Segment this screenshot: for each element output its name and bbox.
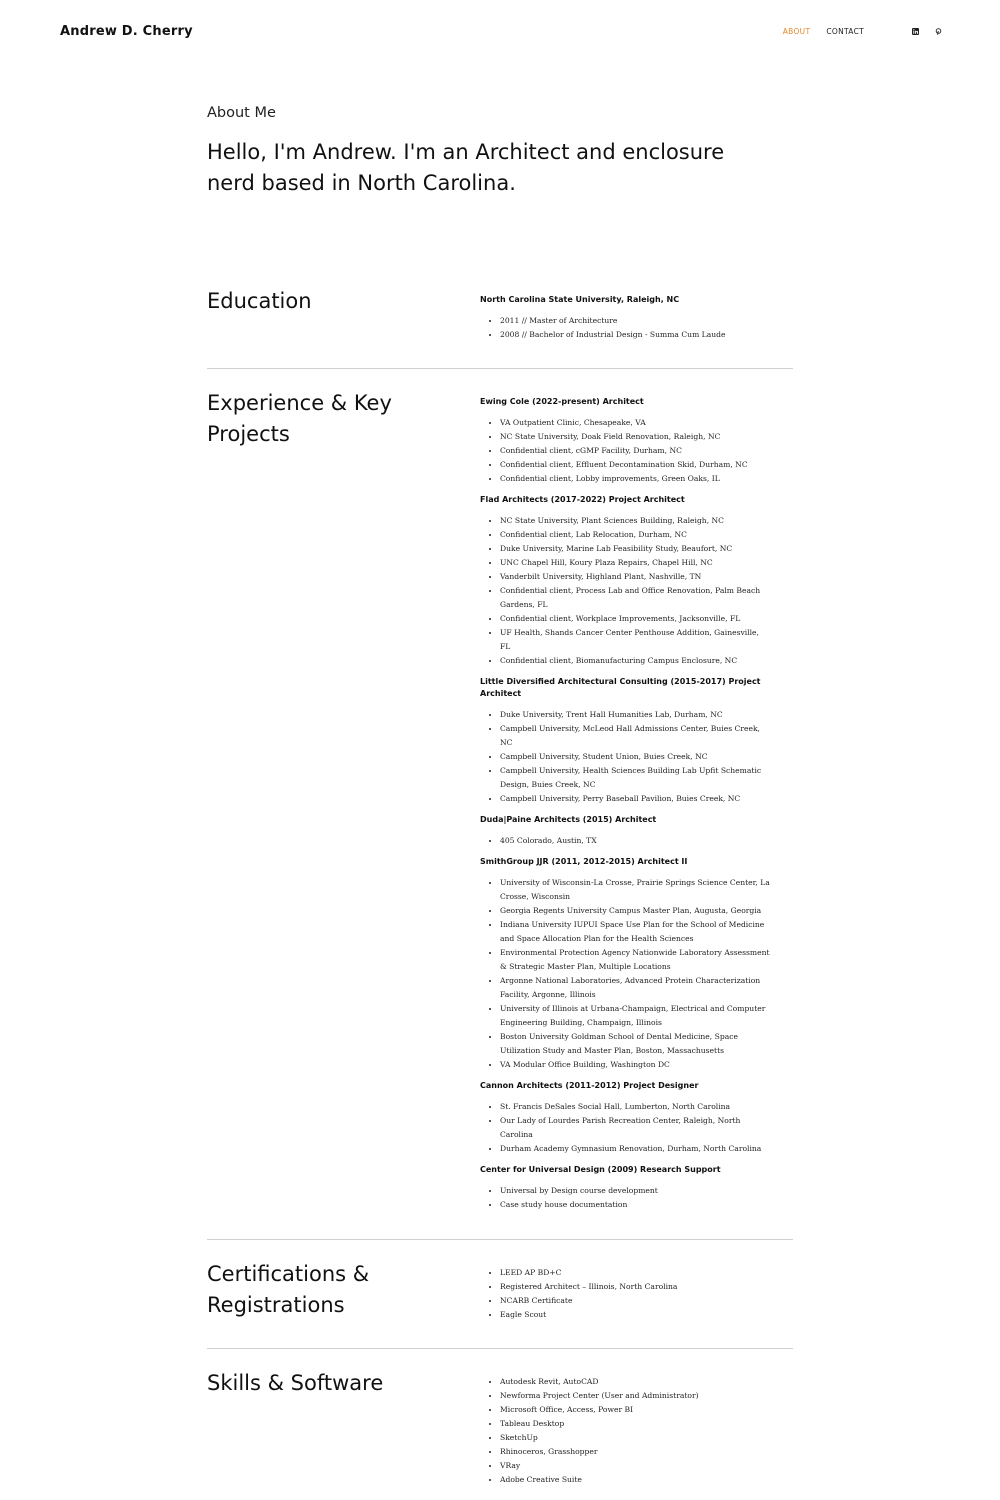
list-item: • Durham Academy Gymnasium Renovation, Durham, North Carolina	[500, 1142, 770, 1156]
list-item: • Eagle Scout	[500, 1308, 770, 1322]
list-item: • Vanderbilt University, Highland Plant, Nashville, TN	[500, 570, 770, 584]
education-content	[480, 294, 770, 350]
education-list	[480, 314, 770, 342]
nav-contact[interactable]: CONTACT	[826, 27, 864, 36]
project-list	[480, 1184, 770, 1212]
project-list	[480, 416, 770, 486]
certifications-title: Certifications & Registrations	[207, 1262, 370, 1317]
org-name: Little Diversified Architectural Consulting (2015-2017) Project Architect	[480, 677, 761, 698]
list-item: • NC State University, Plant Sciences Building, Raleigh, NC	[500, 514, 770, 528]
list-item: • Campbell University, Health Sciences Building Lab Upfit Schematic Design, Buies Creek, NC	[500, 764, 770, 792]
list-item: • VA Outpatient Clinic, Chesapeake, VA	[500, 416, 770, 430]
list-item: • Campbell University, Perry Baseball Pavilion, Buies Creek, NC	[500, 792, 770, 806]
social-links	[896, 28, 942, 35]
skills-title: Skills & Software	[207, 1371, 384, 1395]
main-nav	[783, 27, 942, 36]
list-item: • Our Lady of Lourdes Parish Recreation Center, Raleigh, North Carolina	[500, 1114, 770, 1142]
section-divider	[207, 1348, 793, 1349]
list-item: • Confidential client, Process Lab and Office Renovation, Palm Beach Gardens, FL	[500, 584, 770, 612]
intro-section	[207, 105, 767, 199]
list-item: • VRay	[500, 1459, 770, 1473]
list-item: • Adobe Creative Suite	[500, 1473, 770, 1487]
list-item: • Environmental Protection Agency Nationwide Laboratory Assessment & Strategic Master Plan, Multiple Locations	[500, 946, 770, 974]
list-item: • Microsoft Office, Access, Power BI	[500, 1403, 770, 1417]
list-item: • Registered Architect – Illinois, North Carolina	[500, 1280, 770, 1294]
list-item: • SketchUp	[500, 1431, 770, 1445]
site-header	[0, 0, 1000, 66]
project-list	[480, 876, 770, 1072]
nav-about[interactable]: ABOUT	[782, 27, 811, 36]
project-list	[480, 514, 770, 668]
list-item: • Newforma Project Center (User and Administrator)	[500, 1389, 770, 1403]
org-name: Ewing Cole (2022-present) Architect	[480, 397, 644, 406]
certifications-content	[480, 1266, 770, 1330]
org-name: SmithGroup JJR (2011, 2012-2015) Architect II	[480, 857, 688, 866]
project-list	[480, 1100, 770, 1156]
certifications-list	[480, 1266, 770, 1322]
site-title[interactable]: Andrew D. Cherry	[60, 24, 193, 39]
list-item: • University of Illinois at Urbana-Champaign, Electrical and Computer Engineering Building, Champaign, Illinois	[500, 1002, 770, 1030]
list-item: • UNC Chapel Hill, Koury Plaza Repairs, Chapel Hill, NC	[500, 556, 770, 570]
list-item: • Duke University, Trent Hall Humanities Lab, Durham, NC	[500, 708, 770, 722]
section-divider	[207, 1239, 793, 1240]
list-item: • Campbell University, McLeod Hall Admissions Center, Buies Creek, NC	[500, 722, 770, 750]
education-title: Education	[207, 289, 312, 313]
list-item: • Argonne National Laboratories, Advanced Protein Characterization Facility, Argonne, Illinois	[500, 974, 770, 1002]
list-item: • UF Health, Shands Cancer Center Penthouse Addition, Gainesville, FL	[500, 626, 770, 654]
org-name: Cannon Architects (2011-2012) Project Designer	[480, 1081, 699, 1090]
list-item: • VA Modular Office Building, Washington DC	[500, 1058, 770, 1072]
list-item: • Georgia Regents University Campus Master Plan, Augusta, Georgia	[500, 904, 770, 918]
list-item: • Universal by Design course development	[500, 1184, 770, 1198]
list-item: • Confidential client, Lobby improvements, Green Oaks, IL	[500, 472, 770, 486]
list-item: • Confidential client, Effluent Decontamination Skid, Durham, NC	[500, 458, 770, 472]
linkedin-icon[interactable]	[912, 28, 919, 35]
list-item: • 2011 // Master of Architecture	[500, 314, 770, 328]
list-item: • 2008 // Bachelor of Industrial Design - Summa Cum Laude	[500, 328, 770, 342]
list-item: • Confidential client, Lab Relocation, Durham, NC	[500, 528, 770, 542]
list-item: • Indiana University IUPUI Space Use Plan for the School of Medicine and Space Allocation Plan for the Health Sciences	[500, 918, 770, 946]
list-item: • NC State University, Doak Field Renovation, Raleigh, NC	[500, 430, 770, 444]
pinterest-icon[interactable]	[935, 28, 942, 35]
list-item: • NCARB Certificate	[500, 1294, 770, 1308]
list-item: • Confidential client, Workplace Improvements, Jacksonville, FL	[500, 612, 770, 626]
list-item: • Case study house documentation	[500, 1198, 770, 1212]
list-item: • Confidential client, Biomanufacturing Campus Enclosure, NC	[500, 654, 770, 668]
org-name: Center for Universal Design (2009) Research Support	[480, 1165, 721, 1174]
list-item: • Duke University, Marine Lab Feasibility Study, Beaufort, NC	[500, 542, 770, 556]
project-list	[480, 834, 770, 848]
list-item: • Boston University Goldman School of Dental Medicine, Space Utilization Study and Master Plan, Boston, Massachusetts	[500, 1030, 770, 1058]
school-name: North Carolina State University, Raleigh, NC	[480, 295, 680, 304]
list-item: • Campbell University, Student Union, Buies Creek, NC	[500, 750, 770, 764]
org-name: Duda|Paine Architects (2015) Architect	[480, 815, 657, 824]
org-name: Flad Architects (2017-2022) Project Architect	[480, 495, 685, 504]
list-item: • Autodesk Revit, AutoCAD	[500, 1375, 770, 1389]
intro-label: About Me	[207, 105, 276, 121]
intro-headline: Hello, I'm Andrew. I'm an Architect and enclosure nerd based in North Carolina.	[207, 140, 725, 195]
list-item: • St. Francis DeSales Social Hall, Lumberton, North Carolina	[500, 1100, 770, 1114]
list-item: • Confidential client, cGMP Facility, Durham, NC	[500, 444, 770, 458]
list-item: • University of Wisconsin-La Crosse, Prairie Springs Science Center, La Crosse, Wisconsin	[500, 876, 770, 904]
section-divider	[207, 368, 793, 369]
list-item: • LEED AP BD+C	[500, 1266, 770, 1280]
list-item: • 405 Colorado, Austin, TX	[500, 834, 770, 848]
project-list	[480, 708, 770, 806]
list-item: • Rhinoceros, Grasshopper	[500, 1445, 770, 1459]
skills-list	[480, 1375, 770, 1487]
experience-title: Experience & Key Projects	[207, 391, 392, 446]
skills-content	[480, 1375, 770, 1495]
list-item: • Tableau Desktop	[500, 1417, 770, 1431]
experience-content	[480, 396, 770, 1220]
